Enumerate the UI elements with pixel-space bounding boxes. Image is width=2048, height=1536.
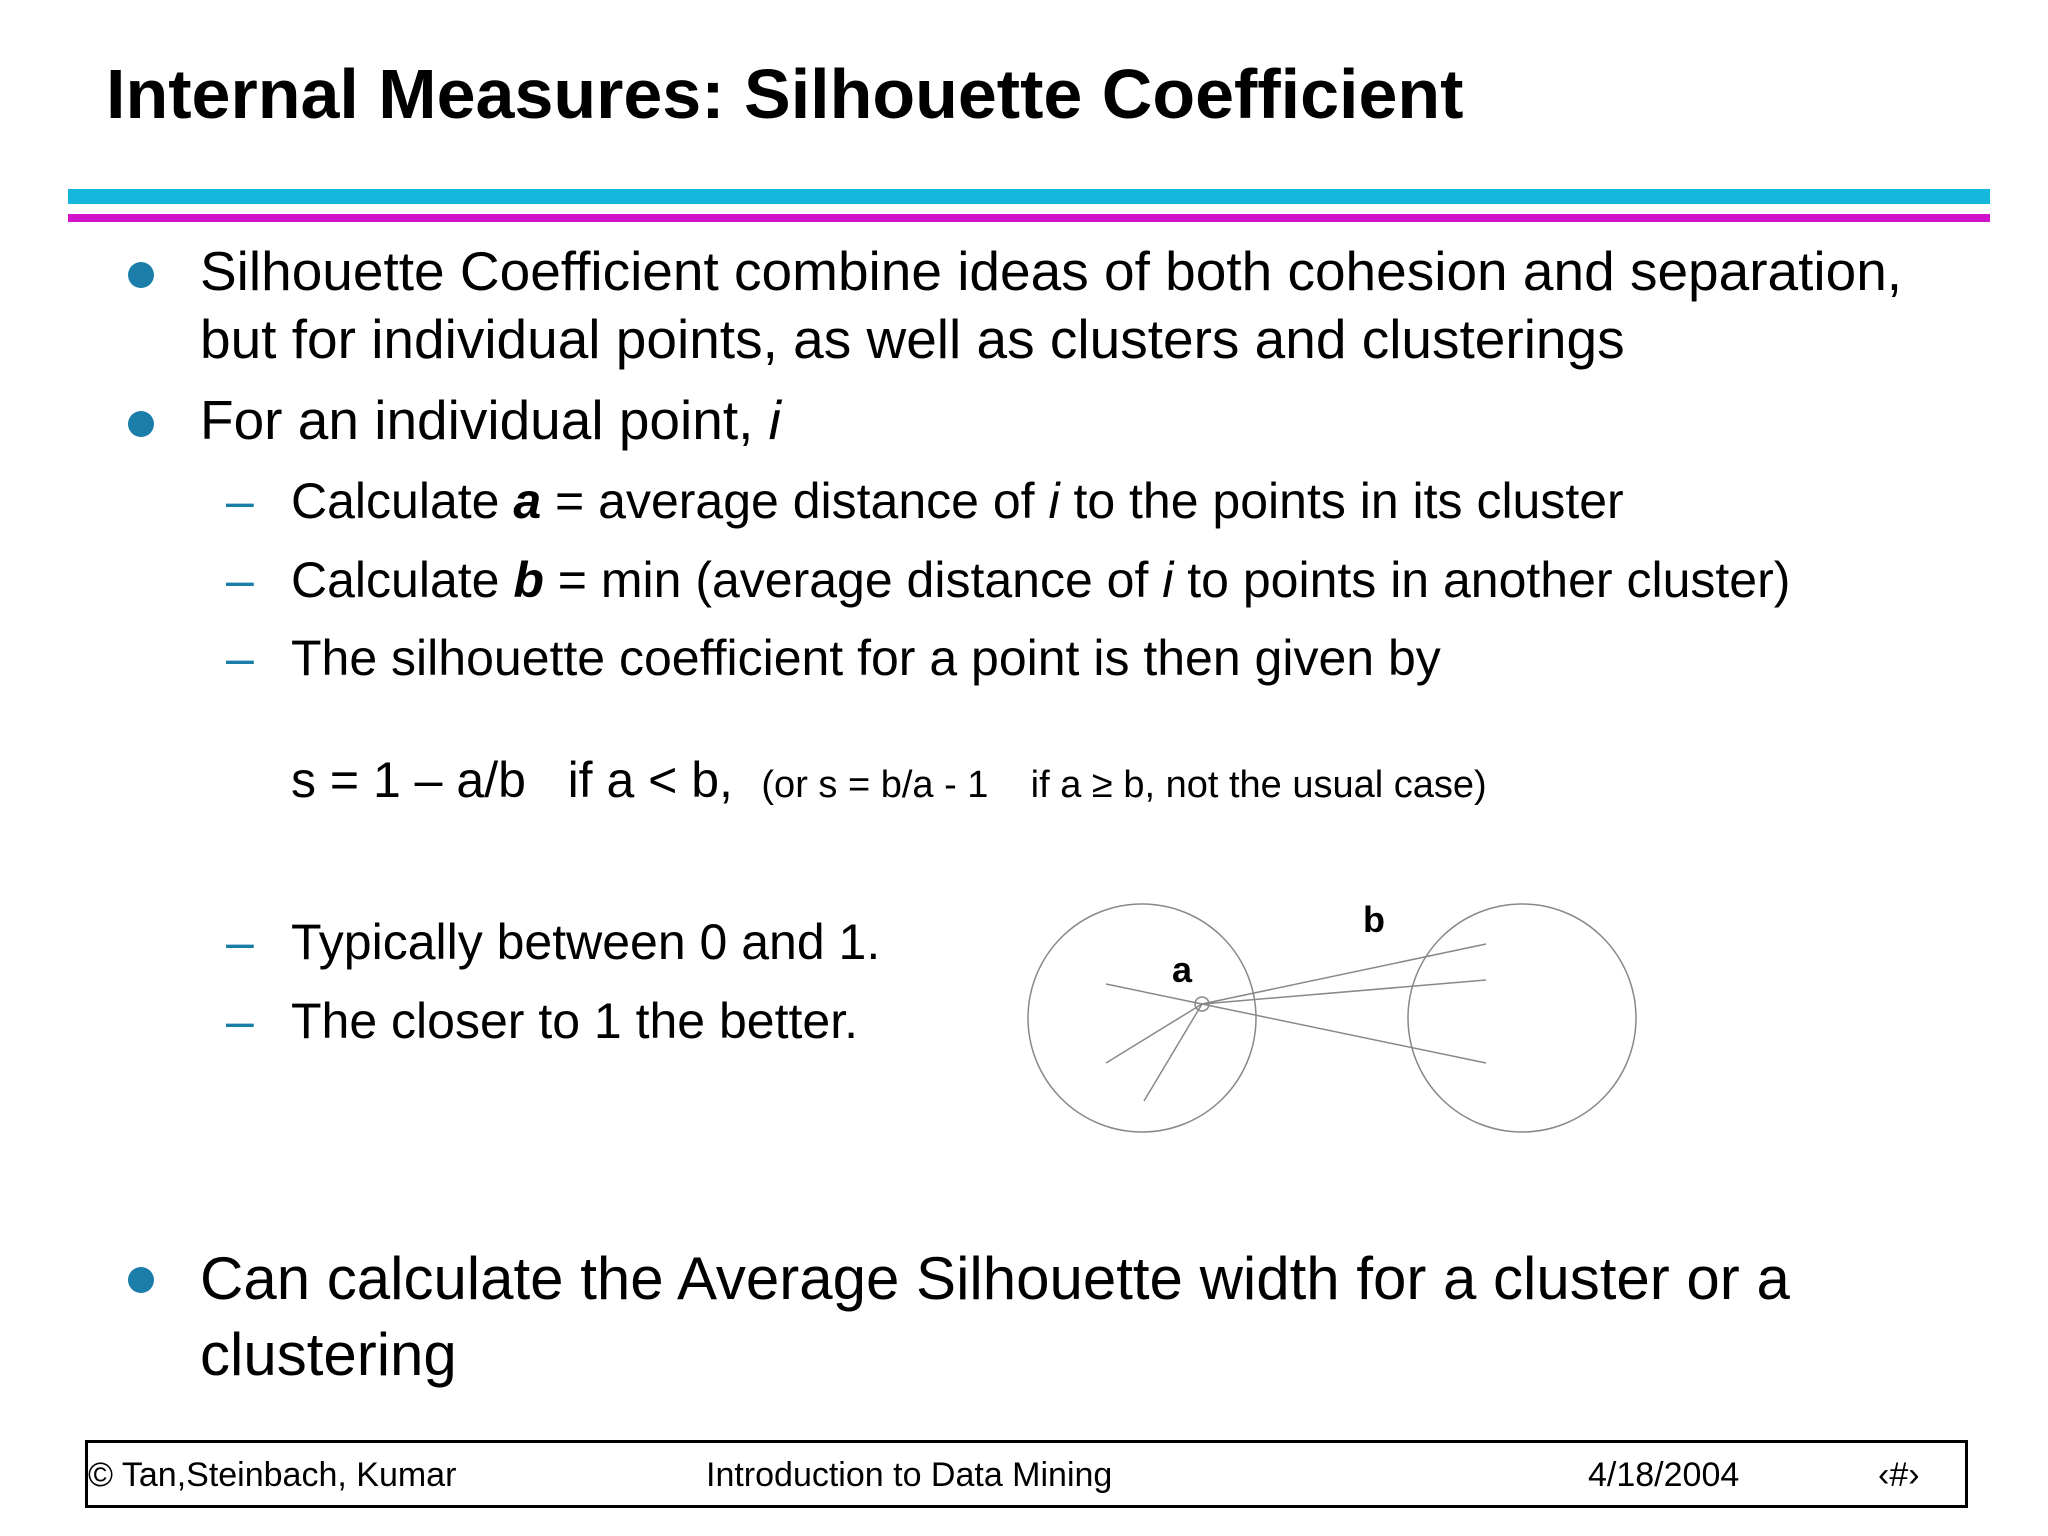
sub-item-b-suffix: to points in another cluster) (1173, 552, 1791, 608)
cluster-b-circle (1408, 904, 1636, 1132)
line-b-2 (1202, 980, 1486, 1004)
sub-item-b-italic: i (1162, 552, 1174, 608)
formula (291, 751, 1487, 809)
final-bullet-line-1: Can calculate the Average Silhouette width for a cluster or a (200, 1245, 1790, 1312)
sub-item-typical: Typically between 0 and 1. (291, 914, 881, 970)
footer-authors: © Tan,Steinbach, Kumar (88, 1456, 457, 1494)
sub-item-b-var: b (513, 552, 544, 608)
footer-course: Introduction to Data Mining (706, 1456, 1113, 1494)
sub-item-a-var: a (513, 473, 542, 529)
bullet-1-line-1: Silhouette Coefficient combine ideas of both cohesion and separation, (200, 240, 1903, 302)
slide-footer (85, 1440, 1968, 1508)
sub-item-a-italic: i (1048, 473, 1060, 529)
dash-icon: – (226, 552, 254, 608)
diagram-label-b: b (1363, 899, 1385, 940)
bullet-dot-icon (128, 411, 154, 437)
dash-icon: – (226, 993, 254, 1049)
line-b-1 (1202, 944, 1486, 1004)
sub-item-closer: The closer to 1 the better. (291, 993, 858, 1049)
sub-item-b-middle: = min (average distance of (543, 552, 1163, 608)
line-a-3 (1144, 1004, 1202, 1101)
bullet-dot-icon (128, 262, 154, 288)
diagram-svg (1020, 880, 1670, 1150)
sub-item-silhouette: The silhouette coefficient for a point is then given by (291, 630, 1441, 686)
cluster-a-circle (1028, 904, 1256, 1132)
bullet-2-text (200, 386, 781, 455)
line-a-2 (1106, 1004, 1202, 1063)
sub-item-b-prefix: Calculate (291, 552, 514, 608)
title-rule-magenta (68, 214, 1990, 222)
bullet-2-italic: i (768, 389, 781, 451)
bullet-1-line-2: but for individual points, as well as clusters and clusterings (200, 308, 1625, 370)
sub-item-a-middle: = average distance of (541, 473, 1049, 529)
formula-main: s = 1 – a/b if a < b, (291, 752, 733, 808)
bullet-dot-icon (128, 1267, 154, 1293)
final-bullet-line-2: clustering (200, 1321, 457, 1388)
formula-note: (or s = b/a - 1 if a ≥ b, not the usual case) (761, 764, 1487, 806)
slide-title: Internal Measures: Silhouette Coefficient (106, 55, 1464, 133)
diagram-label-a: a (1172, 949, 1193, 990)
footer-date: 4/18/2004 (1588, 1456, 1740, 1494)
sub-item-a-prefix: Calculate (291, 473, 514, 529)
silhouette-diagram (1020, 880, 1670, 1150)
bullet-2-label: For an individual point, (200, 389, 769, 451)
sub-item-b (291, 550, 1790, 610)
dash-icon: – (226, 630, 254, 686)
sub-item-a-suffix: to the points in its cluster (1059, 473, 1624, 529)
sub-item-a (291, 471, 1624, 531)
footer-page-number: ‹#› (1878, 1456, 1920, 1494)
title-rule-cyan (68, 189, 1990, 204)
dash-icon: – (226, 914, 254, 970)
line-b-3 (1202, 1004, 1486, 1063)
dash-icon: – (226, 473, 254, 529)
